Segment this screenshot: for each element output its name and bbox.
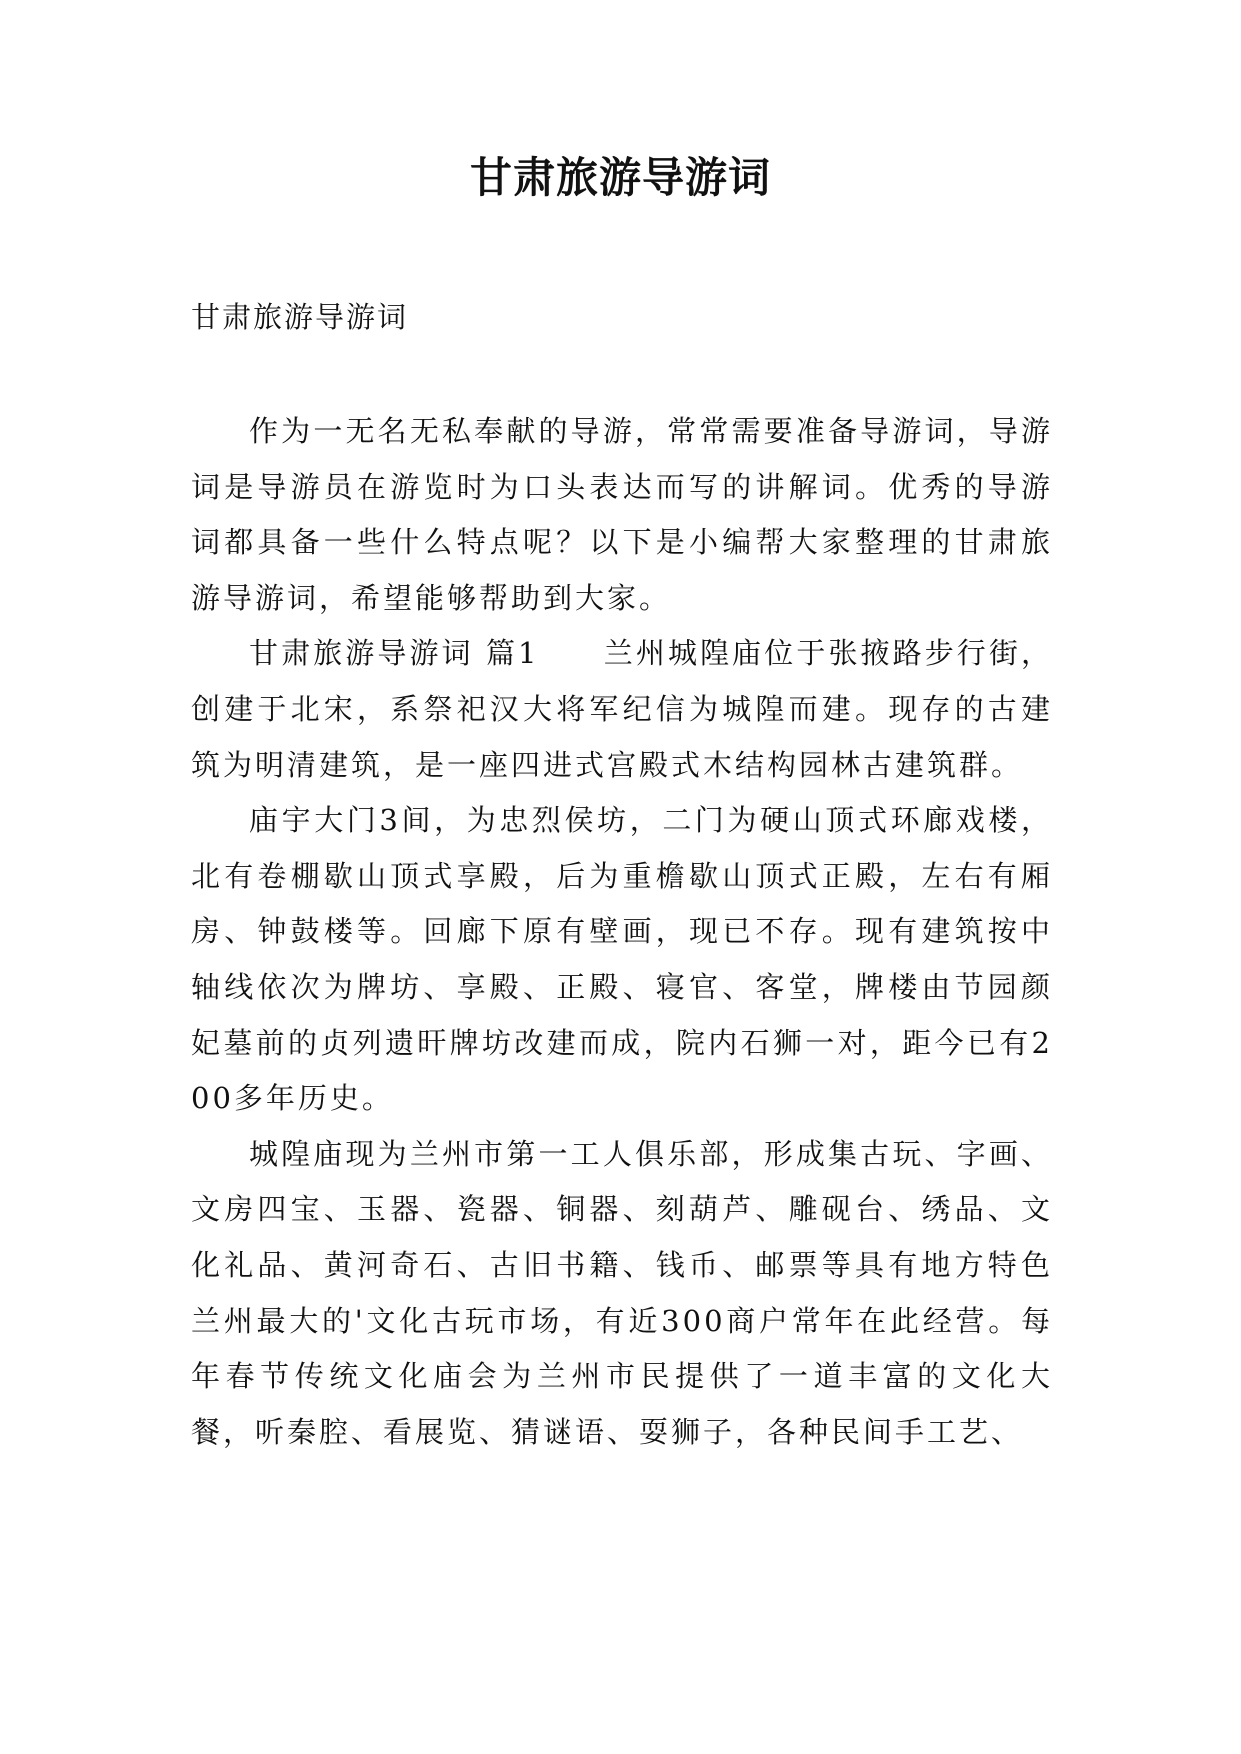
document-body <box>191 404 1053 1460</box>
paragraph-intro: 作为一无名无私奉献的导游，常常需要准备导游词，导游词是导游员在游览时为口头表达而写的讲解词。优秀的导游词都具备一些什么特点呢？以下是小编帮大家整理的甘肃旅游导游词，希望能够帮助到大家。 <box>191 414 1053 615</box>
paragraph-architecture: 庙宇大门3间，为忠烈侯坊，二门为硬山顶式环廊戏楼，北有卷棚歇山顶式享殿，后为重檐歇山顶式正殿，左右有厢房、钟鼓楼等。回廊下原有壁画，现已不存。现有建筑按中轴线依次为牌坊、享殿、正殿、寝官、客堂，牌楼由节园颜妃墓前的贞列遗旰牌坊改建而成，院内石狮一对，距今已有200多年历史。 <box>191 803 1053 1116</box>
page-title: 甘肃旅游导游词 <box>469 153 771 202</box>
document-subtitle: 甘肃旅游导游词 <box>191 300 409 334</box>
paragraph-section-1: 甘肃旅游导游词 篇1 兰州城隍庙位于张掖路步行街，创建于北宋，系祭祀汉大将军纪信为城隍而建。现存的古建筑为明清建筑，是一座四进式宫殿式木结构园林古建筑群。 <box>191 636 1053 782</box>
paragraph-market: 城隍庙现为兰州市第一工人俱乐部，形成集古玩、字画、文房四宝、玉器、瓷器、铜器、刻葫芦、雕砚台、绣品、文化礼品、黄河奇石、古旧书籍、钱币、邮票等具有地方特色兰州最大的'文化古玩市场，有近300商户常年在此经营。每年春节传统文化庙会为兰州市民提供了一道丰富的文化大餐，听秦腔、看展览、猜谜语、耍狮子，各种民间手工艺、 <box>191 1136 1053 1449</box>
